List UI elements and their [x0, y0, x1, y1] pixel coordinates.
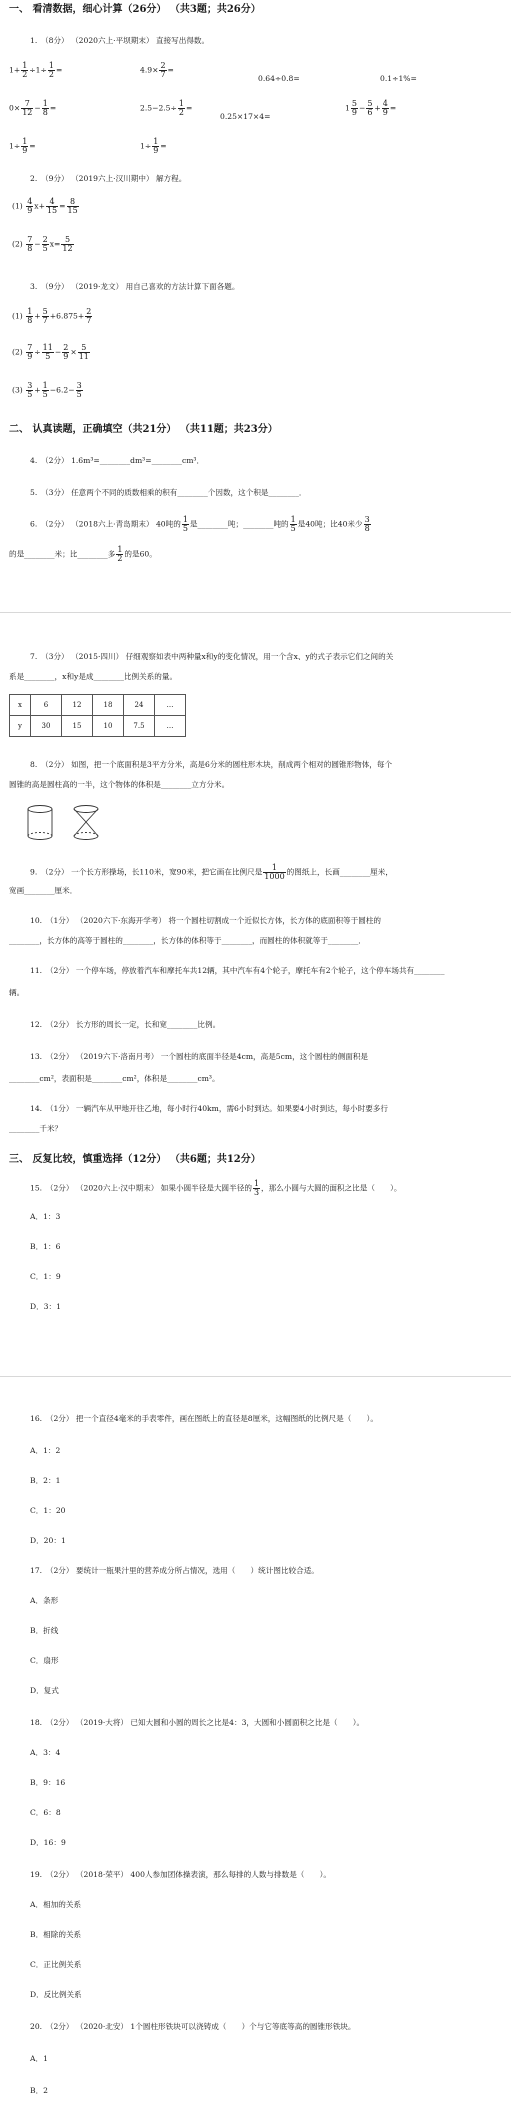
question-2-stem: 2. （9分） （2019六上·汉川期中） 解方程。: [30, 174, 187, 183]
question-9-line-1: 9. （2分） 一个长方形操场，长110米，宽90米，把它画在比例尺是 $\frac{1}{1000}$ 的图纸上，长画________厘米，: [30, 863, 393, 881]
question-14-line-1: 14. （1分） 一辆汽车从甲地开往乙地，每小时行40km，需6小时到达。如果要4小时到达，每小时要多行: [30, 1104, 388, 1113]
question-16-stem: 16. （2分） 把一个直径4毫米的手表零件，画在图纸上的直径是8厘米，这幅图纸的比例尺是（ ）。: [30, 1414, 378, 1423]
question-10-line-1: 10. （1分） （2020六下·东海开学考） 将一个圆柱切割成一个近似长方体，长方体的底面积等于圆柱的: [30, 916, 382, 925]
table-cell: x: [10, 695, 31, 716]
q17-option-a[interactable]: A．条形: [30, 1596, 59, 1605]
table-cell: 24: [124, 695, 155, 716]
q1-item-4: 0.1÷1%=: [380, 74, 417, 83]
q18-option-d[interactable]: D．16：9: [30, 1838, 66, 1847]
q16-option-b[interactable]: B．2：1: [30, 1476, 61, 1485]
table-cell: …: [155, 716, 186, 737]
q1-item-6: 2.5−2.5÷ $\frac{1}{2}$ =: [140, 99, 193, 117]
question-8-line-2: 圆锥的高是圆柱高的一半，这个物体的体积是________立方分米。: [9, 780, 230, 789]
q18-option-b[interactable]: B．9：16: [30, 1778, 66, 1787]
section-3-title: 三、 反复比较，慎重选择（12分） （共6题；共12分）: [9, 1154, 261, 1165]
q19-option-d[interactable]: D．反比例关系: [30, 1990, 82, 1999]
q19-option-b[interactable]: B．相除的关系: [30, 1930, 82, 1939]
q1-item-3: 0.64÷0.8=: [258, 74, 300, 83]
q15-option-b[interactable]: B．1：6: [30, 1242, 61, 1251]
question-5: 5. （3分） 任意两个不同的质数相乘的积有________个因数，这个积是________．: [30, 488, 307, 497]
question-17-stem: 17. （2分） 要统计一瓶果汁里的营养成分所占情况，选用（ ）统计图比较合适。: [30, 1566, 319, 1575]
question-3-stem: 3. （9分） （2019·龙文） 用自己喜欢的方法计算下面各题。: [30, 282, 240, 291]
q2-line-2: (2) $\frac{7}{8}$ − $\frac{2}{5}$ x= $\frac{5}{12}$: [12, 235, 73, 253]
q18-option-a[interactable]: A．3：4: [30, 1748, 61, 1757]
table-cell: 12: [62, 695, 93, 716]
question-9-line-2: 宽画________厘米．: [9, 886, 78, 895]
q19-option-a[interactable]: A．相加的关系: [30, 1900, 82, 1909]
double-cone-figure: [74, 806, 98, 840]
table-cell: 7.5: [124, 716, 155, 737]
question-1-stem: 1. （8分） （2020六上·平坝期末） 直接写出得数。: [30, 36, 210, 45]
question-6-line-2: 的是________米；比________多 $\frac{1}{2}$ 的是60。: [9, 545, 157, 563]
question-20-stem: 20. （2分） （2020·北安） 1个圆柱形铁块可以浇铸成（ ）个与它等底等高的圆锥形铁块。: [30, 2022, 356, 2031]
table-cell: 15: [62, 716, 93, 737]
q17-option-b[interactable]: B．折线: [30, 1626, 59, 1635]
q3-line-3: (3) $\frac{3}{5}$ + $\frac{1}{5}$ −6.2− $\frac{3}{5}$: [12, 381, 82, 399]
q1-item-10: 1÷ $\frac{1}{9}$ =: [140, 137, 167, 155]
table-cell: 6: [31, 695, 62, 716]
q3-line-2: (2) $\frac{7}{9}$ ÷ $\frac{11}{5}$ − $\frac{2}{9}$ × $\frac{5}{11}$: [12, 343, 89, 361]
q1-item-2: 4.9× $\frac{2}{7}$ =: [140, 61, 174, 79]
table-cell: 30: [31, 716, 62, 737]
question-13-line-2: ________cm²，表面积是________cm²，体积是________cm³。: [9, 1074, 220, 1083]
question-14-line-2: ________千米？: [9, 1124, 63, 1133]
q1-item-7: 0.25×17×4=: [220, 112, 271, 121]
question-4: 4. （2分） 1.6m³=________dm³=________cm³．: [30, 456, 205, 465]
question-11-line-2: 辆。: [9, 988, 25, 997]
q16-option-d[interactable]: D．20：1: [30, 1536, 66, 1545]
question-11-line-1: 11. （2分） 一个停车场，停放着汽车和摩托车共12辆，其中汽车有4个轮子，摩托车有2个轮子，这个停车场共有________: [30, 966, 445, 975]
section-2-title: 二、 认真读题，正确填空（共21分） （共11题；共23分）: [9, 424, 278, 435]
q15-option-c[interactable]: C．1：9: [30, 1272, 61, 1281]
q17-option-c[interactable]: C．扇形: [30, 1656, 59, 1665]
q18-option-c[interactable]: C．6：8: [30, 1808, 61, 1817]
q17-option-d[interactable]: D．复式: [30, 1686, 59, 1695]
q19-option-c[interactable]: C．正比例关系: [30, 1960, 82, 1969]
question-7-line-2: 系是________，x和y是成________比例关系的量。: [9, 672, 178, 681]
cylinder-figure: [28, 806, 52, 840]
q1-item-5: 0× $\frac{7}{12}$ − $\frac{1}{8}$ =: [9, 99, 57, 117]
question-13-line-1: 13. （2分） （2019六下·洛南月考） 一个圆柱的底面半径是4cm，高是5cm，这个圆柱的侧面积是: [30, 1052, 369, 1061]
table-cell: y: [10, 716, 31, 737]
question-15-stem: 15. （2分） （2020六上·汉中期末） 如果小圆半径是大圆半径的 $\frac{1}{3}$ ，那么小圆与大圆的面积之比是（ ）。: [30, 1179, 402, 1197]
page-divider-2: [0, 1376, 511, 1377]
section-1-title: 一、 看清数据，细心计算（26分） （共3题；共26分）: [9, 4, 261, 15]
q16-option-a[interactable]: A．1：2: [30, 1446, 61, 1455]
table-cell: …: [155, 695, 186, 716]
question-6-line-1: 6. （2分） （2018六上·青岛期末） 40吨的 $\frac{1}{5}$ 是________吨；________吨的 $\frac{1}{5}$ 是40吨；比40米少 $\frac{3}{8}$: [30, 515, 370, 533]
page-divider-1: [0, 612, 511, 613]
question-8-line-1: 8. （2分） 如图，把一个底面积是3平方分米，高是6分米的圆柱形木块，削成两个相对的圆锥形物体，每个: [30, 760, 393, 769]
q16-option-c[interactable]: C．1：20: [30, 1506, 66, 1515]
table-cell: 18: [93, 695, 124, 716]
question-12: 12. （2分） 长方形的周长一定，长和宽________比例。: [30, 1020, 221, 1029]
q20-option-a[interactable]: A．1: [30, 2054, 48, 2063]
q15-option-a[interactable]: A．1：3: [30, 1212, 61, 1221]
q1-item-1: 1+ $\frac{1}{2}$ ÷1÷ $\frac{1}{2}$ =: [9, 61, 63, 79]
cylinder-cone-figure: [26, 804, 110, 842]
q1-item-8: 1 $\frac{5}{9}$ − $\frac{5}{6}$ + $\frac{4}{9}$ =: [345, 99, 397, 117]
q3-line-1: (1) $\frac{1}{8}$ + $\frac{5}{7}$ +6.875+ $\frac{2}{7}$: [12, 307, 92, 325]
question-10-line-2: ________，长方体的高等于圆柱的________，长方体的体积等于________，而圆柱的体积就等于________．: [9, 936, 366, 945]
q2-line-1: (1) $\frac{4}{9}$ x+ $\frac{4}{15}$ = $\frac{8}{15}$: [12, 197, 78, 215]
question-18-stem: 18. （2分） （2019·大将） 已知大圆和小圆的周长之比是4：3，大圆和小圆面积之比是（ ）。: [30, 1718, 365, 1727]
q15-option-d[interactable]: D．3：1: [30, 1302, 61, 1311]
question-19-stem: 19. （2分） （2018·荣平） 400人参加团体操表演，那么每排的人数与排数是（ ）。: [30, 1870, 331, 1879]
question-7-line-1: 7. （3分） （2015·四川） 仔细观察如表中两种量x和y的变化情况，用一个含x、y的式子表示它们之间的关: [30, 652, 394, 661]
q20-option-b[interactable]: B．2: [30, 2086, 49, 2095]
q1-item-9: 1÷ $\frac{1}{9}$ =: [9, 137, 36, 155]
table-cell: 10: [93, 716, 124, 737]
xy-table: [9, 694, 186, 737]
